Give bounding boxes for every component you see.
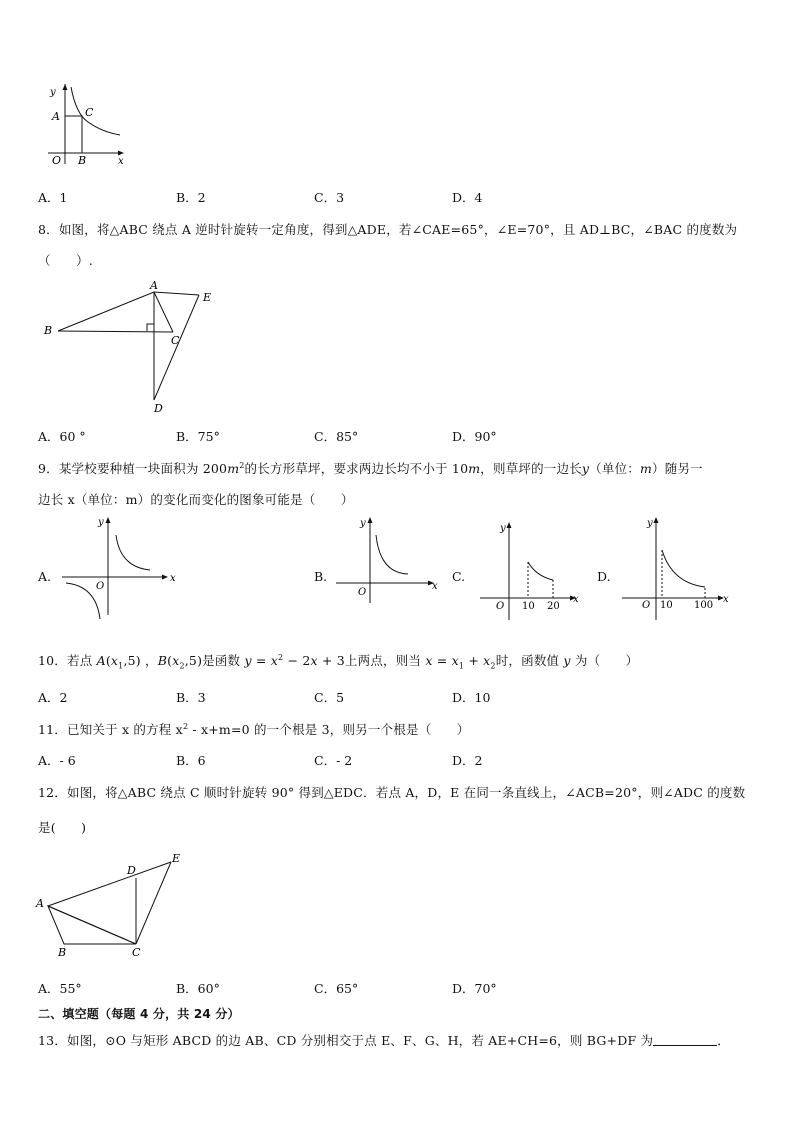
right-angle-mark — [147, 324, 154, 331]
q9-graph-a — [58, 515, 178, 620]
y-label: y — [500, 523, 506, 534]
y-axis-arrow — [654, 517, 659, 523]
q12-option-b: B．60° — [176, 981, 220, 996]
point-b-label: B — [58, 946, 67, 959]
y-label: y — [647, 518, 653, 529]
x-label: x — [118, 156, 124, 167]
x-axis-arrow — [162, 575, 168, 580]
y-label: y — [360, 518, 366, 529]
section-title: 二、填空题（每题 4 分，共 24 分） — [38, 1007, 240, 1021]
point-c-label: C — [132, 946, 141, 959]
q10-stem: 10．若点 $A(x_1,5)$ ，$B(x_2,5)$是函数 $y = x^2 - 2x + 3$上两点，则当 $x = x_1 + x_2$时，函数值 y 为（ ） — [38, 652, 639, 671]
origin-label: O — [52, 154, 62, 167]
point-c-label: C — [171, 334, 180, 347]
point-d-label: D — [154, 402, 163, 415]
curve-q3 — [66, 583, 100, 619]
tick-100: 100 — [694, 600, 714, 611]
origin-label: O — [642, 600, 651, 611]
origin-label: O — [96, 581, 105, 592]
q9-stem-line2: 边长 x（单位：m）的变化而变化的图象可能是（ ） — [38, 492, 354, 507]
rectangle-oabc — [65, 116, 82, 153]
q9-graph-c — [476, 520, 588, 625]
q9-stem-line1: 9．某学校要种植一块面积为 $200m^2$的长方形草坪，要求两边长均不小于 10m，则草坪的一边长y（单位：m）随另一 — [38, 460, 703, 476]
x-label: x — [170, 573, 176, 584]
y-axis-arrow — [63, 84, 68, 90]
q8-option-d: D．90° — [452, 429, 497, 444]
q8-option-b: B．75° — [176, 429, 220, 444]
q9-label-b: B. — [314, 569, 328, 584]
point-a-label: A — [52, 110, 60, 123]
q12-stem-line1: 12．如图，将△ABC 绕点 C 顺时针旋转 90° 得到△EDC．若点 A，D，E 在同一条直线上，∠ACB=20°，则∠ADC 的度数 — [38, 785, 746, 800]
q9-graph-d — [620, 515, 735, 625]
point-d-label: D — [127, 864, 136, 877]
q10-option-a: A．2 — [38, 690, 68, 705]
point-e-label: E — [172, 852, 181, 865]
point-b-label: B — [78, 154, 87, 167]
x-label: x — [432, 581, 438, 592]
q7-option-b: B．2 — [176, 190, 206, 205]
triangle-abc — [58, 292, 173, 332]
answer-blank[interactable] — [653, 1033, 717, 1046]
segment-ec — [136, 862, 171, 944]
q12-figure — [36, 848, 196, 968]
q9-label-c: C. — [452, 569, 466, 584]
curve-q1 — [116, 535, 150, 570]
q12-option-d: D．70° — [452, 981, 497, 996]
y-label: y — [98, 517, 104, 528]
curve — [528, 562, 553, 580]
q7-option-a: A．1 — [38, 190, 68, 205]
hyperbola-curve — [71, 87, 120, 135]
q13-stem: 13．如图，⊙O 与矩形 ABCD 的边 AB、CD 分别相交于点 E、F、G、H，若 AE+CH=6，则 BG+DF 为 ． — [38, 1033, 730, 1048]
curve — [662, 550, 705, 587]
q11-option-a: A．- 6 — [38, 753, 76, 768]
point-c-label: C — [85, 106, 94, 119]
q9-label-a: A. — [38, 569, 52, 584]
segment-de — [154, 295, 199, 400]
q7-option-c: C．3 — [314, 190, 345, 205]
q9-label-d: D. — [597, 569, 611, 584]
q8-option-a: A．60 ° — [38, 429, 86, 444]
segment-ae — [154, 292, 199, 295]
tick-10: 10 — [660, 600, 673, 611]
q10-option-d: D．10 — [452, 690, 491, 705]
curve — [376, 535, 408, 574]
y-label: y — [50, 87, 56, 98]
tick-10: 10 — [522, 601, 535, 612]
q11-option-b: B．6 — [176, 753, 206, 768]
q11-option-c: C．- 2 — [314, 753, 353, 768]
q11-stem: 11．已知关于 x 的方程 $x^2 - x+m=0$ 的一个根是 3，则另一个根是（ ） — [38, 721, 470, 737]
q12-option-c: C．65° — [314, 981, 359, 996]
x-label: x — [573, 594, 579, 605]
q8-stem-line1: 8．如图，将△ABC 绕点 A 逆时针旋转一定角度，得到△ADE，若∠CAE=65°，∠E=70°，且 AD⊥BC，∠BAC 的度数为 — [38, 222, 738, 237]
q10-option-b: B．3 — [176, 690, 206, 705]
origin-label: O — [496, 601, 505, 612]
origin-label: O — [358, 587, 367, 598]
x-label: x — [723, 594, 729, 605]
q8-stem-line2: （ ）. — [38, 253, 93, 268]
q11-option-d: D．2 — [452, 753, 483, 768]
y-axis-arrow — [368, 517, 373, 523]
q8-option-c: C．85° — [314, 429, 359, 444]
point-b-label: B — [44, 324, 53, 337]
point-a-label: A — [150, 279, 158, 292]
tick-20: 20 — [547, 601, 560, 612]
q12-stem-line2: 是( ) — [38, 820, 87, 835]
point-a-label: A — [36, 897, 44, 910]
q9-graph-b — [332, 515, 447, 605]
q7-option-d: D．4 — [452, 190, 483, 205]
q10-option-c: C．5 — [314, 690, 345, 705]
q8-figure — [40, 280, 230, 420]
q12-option-a: A．55° — [38, 981, 82, 996]
line-ade — [48, 862, 171, 906]
y-axis-arrow — [106, 517, 111, 523]
y-axis-arrow — [507, 522, 512, 528]
q7-figure — [40, 82, 140, 172]
segment-bc — [58, 331, 173, 332]
point-e-label: E — [203, 291, 212, 304]
x-axis-arrow — [118, 151, 124, 156]
